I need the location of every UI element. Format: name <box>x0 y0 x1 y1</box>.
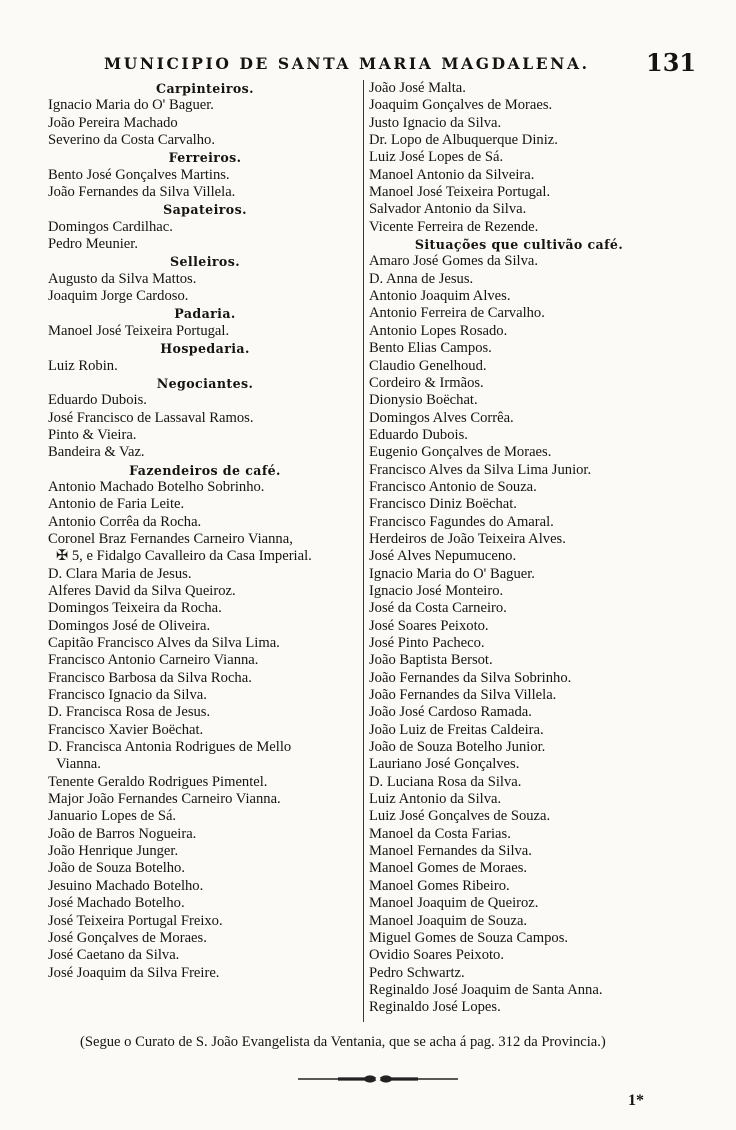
list-item: Joaquim Jorge Cardoso. <box>48 288 189 305</box>
list-item: Claudio Genelhoud. <box>369 357 487 374</box>
list-item: João Henrique Junger. <box>48 843 179 860</box>
signature-mark: 1* <box>628 1092 644 1109</box>
list-item: Luiz Antonio da Silva. <box>369 791 502 808</box>
list-item: Francisco Xavier Boëchat. <box>48 721 204 738</box>
list-item: José Alves Nepumuceno. <box>369 548 517 565</box>
list-item: Miguel Gomes de Souza Campos. <box>369 929 569 946</box>
list-item: Alferes David da Silva Queiroz. <box>48 582 236 599</box>
list-item: Major João Fernandes Carneiro Vianna. <box>48 791 281 808</box>
list-item: Herdeiros de João Teixeira Alves. <box>369 530 566 547</box>
list-item: D. Luciana Rosa da Silva. <box>369 773 522 790</box>
list-item: Lauriano José Gonçalves. <box>369 756 520 773</box>
list-item: João Fernandes da Silva Villela. <box>369 687 557 704</box>
list-item: João de Barros Nogueira. <box>48 825 197 842</box>
list-item: Francisco Barbosa da Silva Rocha. <box>48 669 252 686</box>
list-item: Francisco Fagundes do Amaral. <box>369 513 554 530</box>
list-item: Manoel Fernandes da Silva. <box>369 843 532 860</box>
list-item: Manoel Gomes de Moraes. <box>369 860 528 877</box>
list-item: Ovidio Soares Peixoto. <box>369 947 504 964</box>
section-heading: Fazendeiros de café. <box>129 462 281 478</box>
ornament-divider <box>298 1072 458 1086</box>
right-column <box>369 80 669 1017</box>
list-item: Antonio de Faria Leite. <box>48 496 185 513</box>
list-item: Antonio Corrêa da Rocha. <box>48 513 202 530</box>
list-item: Justo Ignacio da Silva. <box>369 114 502 131</box>
list-item: Dr. Lopo de Albuquerque Diniz. <box>369 132 558 149</box>
list-item: D. Francisca Antonia Rodrigues de Mello <box>48 739 292 756</box>
list-item: Domingos Teixeira da Rocha. <box>48 600 222 617</box>
list-item: Reginaldo José Lopes. <box>369 999 501 1016</box>
list-item: Antonio Lopes Rosado. <box>369 322 508 339</box>
list-item: José Machado Botelho. <box>48 895 185 912</box>
list-item: Manoel Antonio da Silveira. <box>369 166 535 183</box>
list-item: Manoel José Teixeira Portugal. <box>48 322 230 339</box>
list-item: José Soares Peixoto. <box>369 617 489 634</box>
list-item: Domingos José de Oliveira. <box>48 617 211 634</box>
list-item: Reginaldo José Joaquim de Santa Anna. <box>369 981 603 998</box>
list-item-continuation: Vianna. <box>56 756 101 773</box>
list-item: Bandeira & Vaz. <box>48 444 145 461</box>
list-item: Manoel Gomes Ribeiro. <box>369 877 510 894</box>
section-heading: Selleiros. <box>170 254 240 270</box>
list-item: Pedro Meunier. <box>48 236 138 253</box>
section-heading: Padaria. <box>174 306 236 322</box>
list-item: João Luiz de Freitas Caldeira. <box>369 721 544 738</box>
list-item: Manoel José Teixeira Portugal. <box>369 184 551 201</box>
list-item: Vicente Ferreira de Rezende. <box>369 218 539 235</box>
list-item: Bento Elias Campos. <box>369 340 492 357</box>
list-item: Luiz José Lopes de Sá. <box>369 149 504 166</box>
list-item: Coronel Braz Fernandes Carneiro Vianna, <box>48 530 293 547</box>
list-item: Luiz Robin. <box>48 357 118 374</box>
list-item: Tenente Geraldo Rodrigues Pimentel. <box>48 773 268 790</box>
list-item: José Teixeira Portugal Freixo. <box>48 912 223 929</box>
list-item: Francisco Ignacio da Silva. <box>48 687 207 704</box>
list-item: José da Costa Carneiro. <box>369 600 507 617</box>
list-item: José Joaquim da Silva Freire. <box>48 964 220 981</box>
list-item: João Fernandes da Silva Villela. <box>48 184 236 201</box>
section-heading: Carpinteiros. <box>156 81 254 96</box>
footnote: (Segue o Curato de S. João Evangelista da Ventania, que se acha á pag. 312 da Provincia.) <box>80 1034 606 1050</box>
list-item: Manoel da Costa Farias. <box>369 825 511 842</box>
list-item: Ignacio Maria do O' Baguer. <box>369 565 535 582</box>
list-item: Jesuino Machado Botelho. <box>48 877 204 894</box>
list-item: Amaro José Gomes da Silva. <box>369 253 539 270</box>
list-item: Francisco Antonio de Souza. <box>369 478 537 495</box>
list-item: Pinto & Vieira. <box>48 426 137 443</box>
list-item: D. Francisca Rosa de Jesus. <box>48 704 211 721</box>
list-item: José Caetano da Silva. <box>48 947 180 964</box>
list-item: Augusto da Silva Mattos. <box>48 270 197 287</box>
list-item: Eduardo Dubois. <box>48 392 147 409</box>
page-title: MUNICIPIO DE SANTA MARIA MAGDALENA. <box>104 54 590 73</box>
list-item: Antonio Ferreira de Carvalho. <box>369 305 545 322</box>
section-heading: Ferreiros. <box>168 150 242 166</box>
list-item: Bento José Gonçalves Martins. <box>48 166 230 183</box>
list-item: Francisco Antonio Carneiro Vianna. <box>48 652 259 669</box>
list-item: Domingos Cardilhac. <box>48 218 173 235</box>
list-item: Pedro Schwartz. <box>369 964 465 981</box>
list-item: João Pereira Machado <box>48 114 178 131</box>
list-item: Manoel Joaquim de Queiroz. <box>369 895 539 912</box>
section-heading: Sapateiros. <box>163 202 247 218</box>
list-item: Domingos Alves Corrêa. <box>369 409 514 426</box>
list-item: Salvador Antonio da Silva. <box>369 201 527 218</box>
list-item: José Gonçalves de Moraes. <box>48 929 207 946</box>
list-item: Luiz José Gonçalves de Souza. <box>369 808 551 825</box>
list-item: João de Souza Botelho Junior. <box>369 739 546 756</box>
list-item: D. Anna de Jesus. <box>369 270 474 287</box>
list-item: Capitão Francisco Alves da Silva Lima. <box>48 635 280 651</box>
list-item: João de Souza Botelho. <box>48 860 185 877</box>
list-item: João José Malta. <box>369 80 466 96</box>
list-item: Antonio Joaquim Alves. <box>369 288 511 305</box>
list-item: José Francisco de Lassaval Ramos. <box>48 409 254 426</box>
list-item: Ignacio Maria do O' Baguer. <box>48 97 214 114</box>
list-item: João Fernandes da Silva Sobrinho. <box>369 669 572 686</box>
list-item: Cordeiro & Irmãos. <box>369 374 484 391</box>
section-heading: Situações que cultivão café. <box>414 237 624 253</box>
list-item: Francisco Alves da Silva Lima Junior. <box>369 461 592 478</box>
list-item: Manoel Joaquim de Souza. <box>369 912 528 929</box>
list-item: Januario Lopes de Sá. <box>48 808 177 825</box>
list-item: Joaquim Gonçalves de Moraes. <box>369 97 553 114</box>
list-item-continuation: ✠ 5, e Fidalgo Cavalleiro da Casa Imperial. <box>56 548 312 565</box>
list-item: D. Clara Maria de Jesus. <box>48 565 192 582</box>
list-item: Dionysio Boëchat. <box>369 392 478 409</box>
list-item: Antonio Machado Botelho Sobrinho. <box>48 478 265 495</box>
list-item: José Pinto Pacheco. <box>369 635 485 651</box>
section-heading: Negociantes. <box>156 375 254 391</box>
list-item: Francisco Diniz Boëchat. <box>369 496 517 513</box>
list-item: Eugenio Gonçalves de Moraes. <box>369 444 552 461</box>
page-header <box>0 50 736 76</box>
page-number: 131 <box>646 48 697 77</box>
list-item: Severino da Costa Carvalho. <box>48 132 215 149</box>
list-item: Ignacio José Monteiro. <box>369 582 504 599</box>
section-heading: Hospedaria. <box>160 341 250 357</box>
list-item: Eduardo Dubois. <box>369 426 468 443</box>
left-column <box>48 80 362 982</box>
list-item: João José Cardoso Ramada. <box>369 704 532 721</box>
list-item: João Baptista Bersot. <box>369 652 493 669</box>
column-divider <box>363 80 364 1022</box>
